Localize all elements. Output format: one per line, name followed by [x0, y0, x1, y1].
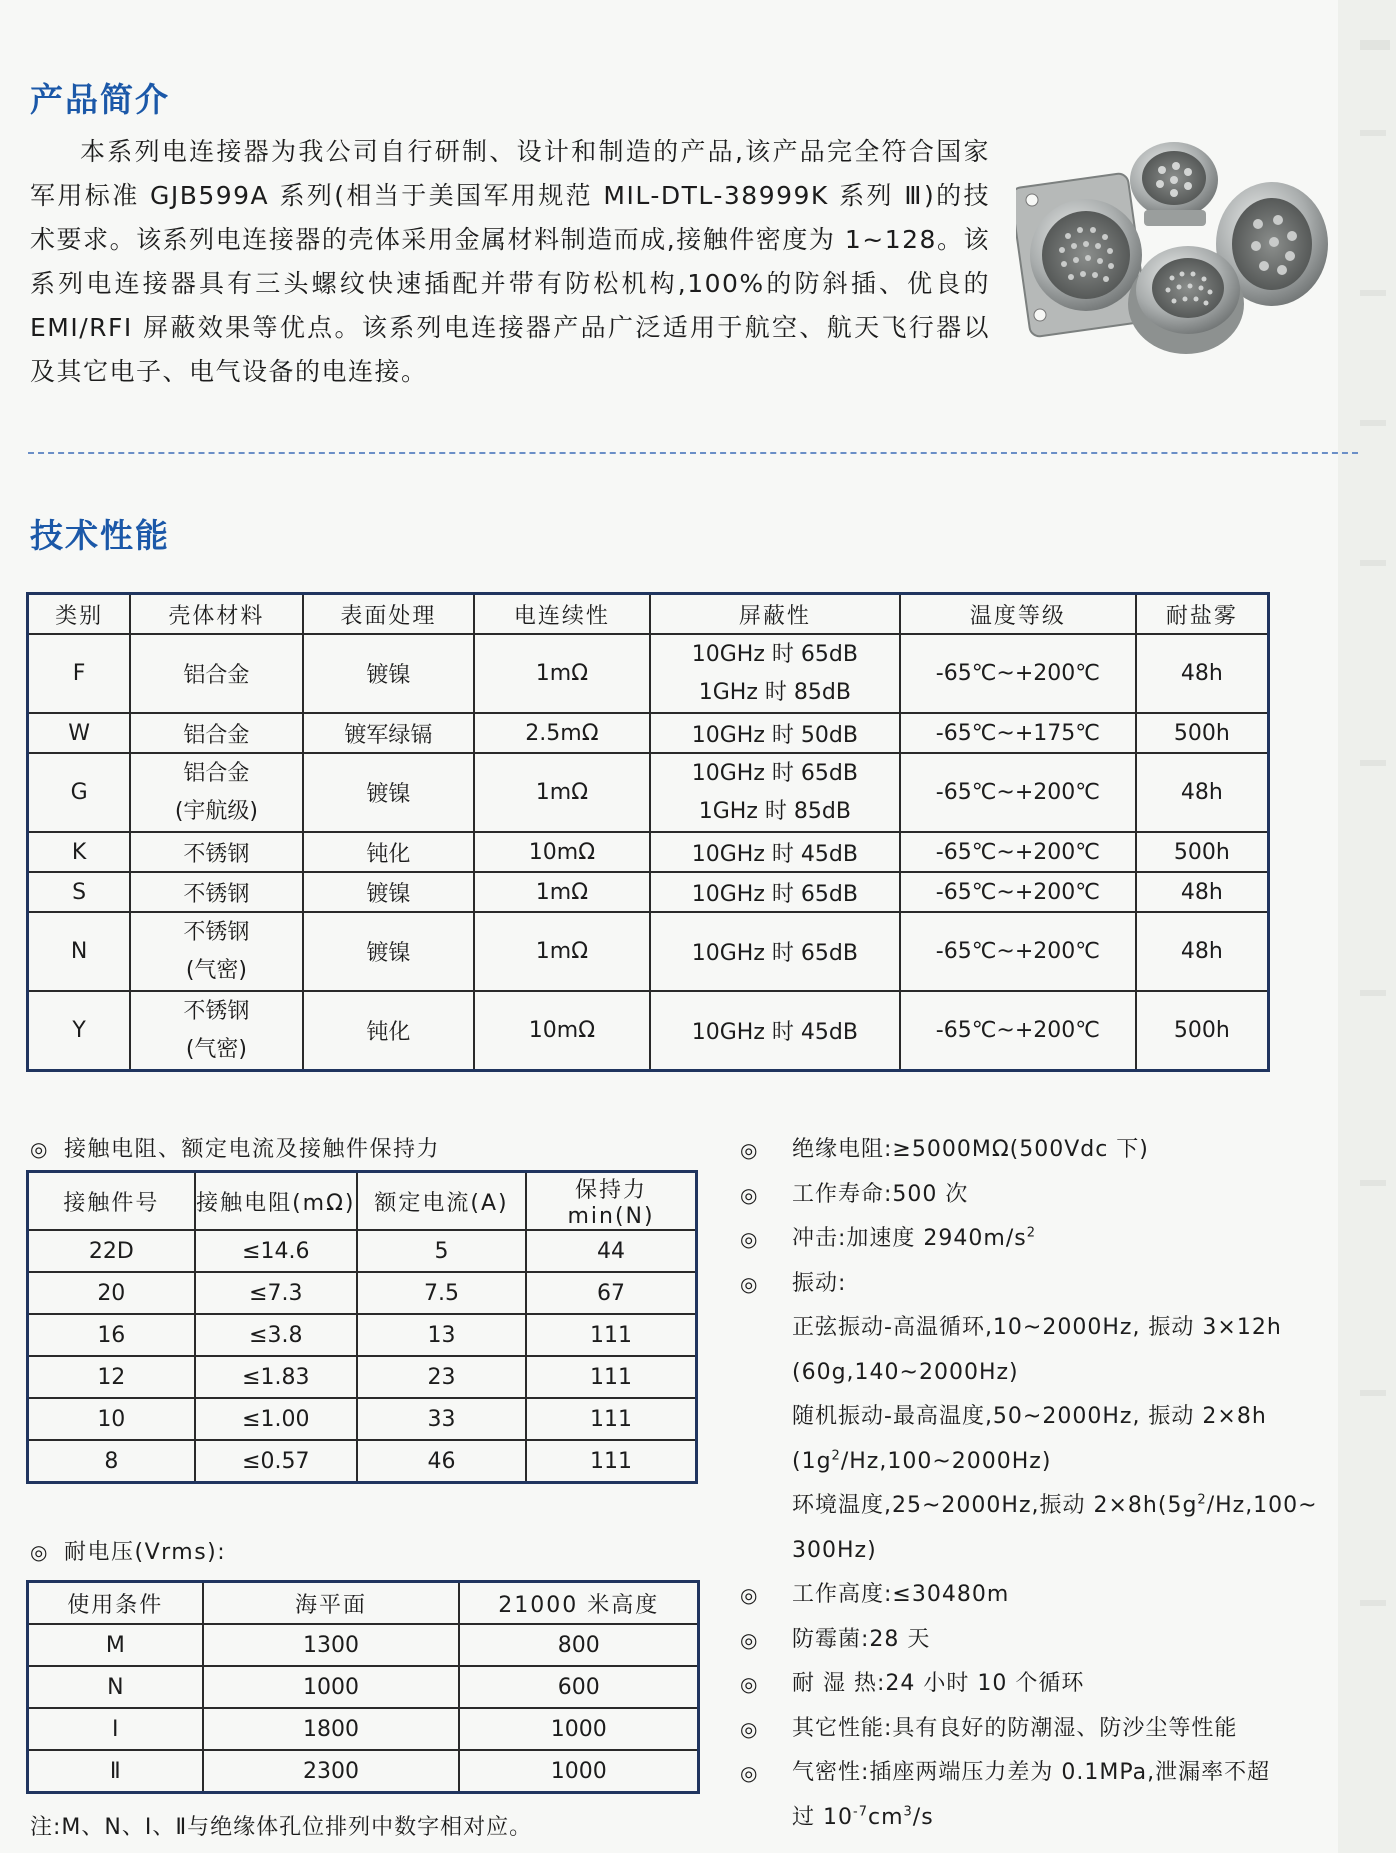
shield-line: 10GHz 时 65dB [691, 760, 858, 786]
voltage-heading [30, 1535, 226, 1566]
seal-text: cm [867, 1804, 904, 1830]
shield-line: 1GHz 时 85dB [698, 679, 851, 705]
contact-header-row [28, 1172, 697, 1231]
vibration-line: 300Hz) [792, 1537, 877, 1563]
table-row [28, 991, 1269, 1071]
material-line: (气密) [185, 957, 248, 983]
cell-class: K [28, 832, 131, 872]
material-line: 不锈钢 [183, 919, 250, 945]
prop-text: 工作高度:≤30480m [792, 1582, 1010, 1607]
cell-continuity: 1mΩ [474, 912, 650, 991]
voltage-title: 耐电压(Vrms): [64, 1540, 227, 1565]
cell-class: G [28, 753, 131, 832]
cell-continuity: 10mΩ [474, 991, 650, 1071]
page-edge-strip [1338, 0, 1396, 1853]
cell: ≤7.3 [195, 1272, 357, 1314]
prop-text: 气密性:插座两端压力差为 0.1MPa,泄漏率不超 [792, 1760, 1271, 1785]
header-salt-spray: 耐盐雾 [1136, 594, 1269, 635]
connector-photo [1016, 140, 1328, 380]
cell-shielding: 10GHz 时 50dB [650, 713, 900, 753]
table-row [28, 872, 1269, 912]
cell: 600 [459, 1666, 698, 1708]
table-row [28, 832, 1269, 872]
cell-temperature: -65℃~+175℃ [900, 713, 1136, 753]
cell: M [28, 1624, 203, 1666]
vibration-line [740, 1440, 1330, 1485]
table-row [28, 1230, 697, 1272]
contact-table [26, 1170, 698, 1484]
bullet-icon: ◎ [740, 1271, 759, 1296]
cell: 111 [526, 1440, 696, 1483]
header-finish: 表面处理 [303, 594, 474, 635]
vibration-line [792, 1484, 1330, 1529]
table-row [28, 713, 1269, 753]
voltage-table [26, 1580, 700, 1794]
cell-finish: 钝化 [303, 991, 474, 1071]
bullet-icon: ◎ [740, 1627, 759, 1652]
header-contact-size: 接触件号 [28, 1172, 195, 1231]
cell-finish: 镀镍 [303, 912, 474, 991]
header-contact-resistance: 接触电阻(mΩ) [195, 1172, 357, 1231]
table-row [28, 1440, 697, 1483]
material-line: 铝合金 [183, 760, 250, 786]
cell-temperature: -65℃~+200℃ [900, 872, 1136, 912]
seal-line [740, 1796, 1330, 1841]
cell-temperature: -65℃~+200℃ [900, 991, 1136, 1071]
bullet-icon: ◎ [740, 1182, 759, 1207]
table-row [28, 1666, 699, 1708]
cell: 1300 [203, 1624, 460, 1666]
cell: 800 [459, 1624, 698, 1666]
shield-line: 10GHz 时 65dB [691, 641, 858, 667]
cell-shielding: 10GHz 时 65dB [650, 872, 900, 912]
cell: Ⅱ [28, 1750, 203, 1793]
cell-material [130, 753, 302, 832]
vibration-line: (60g,140~2000Hz) [792, 1359, 1019, 1385]
header-class: 类别 [28, 594, 131, 635]
cell-material: 铝合金 [130, 713, 302, 753]
cell-temperature: -65℃~+200℃ [900, 912, 1136, 991]
cell-shielding: 10GHz 时 45dB [650, 991, 900, 1071]
prop-insulation [740, 1128, 1330, 1173]
intro-paragraph: 本系列电连接器为我公司自行研制、设计和制造的产品,该产品完全符合国家军用标准 GJB599A 系列(相当于美国军用规范 MIL-DTL-38999K 系列 Ⅲ)的技术要求。该系列电连接器的壳体采用金属材料制造而成,接触件密度为 1~128。该系列电连接器具有三头螺纹快速插配并带有防松机构,100%的防斜插、优良的 EMI/RFI 屏蔽效果等优点。该系列电连接器产品广泛适用于航空、航天飞行器以及其它电子、电气设备的电连接。 [30, 137, 990, 386]
prop-text: 工作寿命:500 次 [792, 1181, 969, 1207]
vibration-line: 正弦振动-高温循环,10~2000Hz, 振动 3×12h [792, 1315, 1282, 1340]
cell: ≤3.8 [195, 1314, 357, 1356]
cell: ≤1.83 [195, 1356, 357, 1398]
voltage-note: 注:M、N、Ⅰ、Ⅱ与绝缘体孔位排列中数字相对应。 [30, 1815, 533, 1840]
header-retention: 保持力 min(N) [526, 1172, 696, 1231]
bullet-icon: ◎ [30, 1137, 49, 1161]
header-material: 壳体材料 [130, 594, 302, 635]
cell-shielding: 10GHz 时 65dB [650, 912, 900, 991]
table-row [28, 1356, 697, 1398]
voltage-header-row [28, 1582, 699, 1625]
vib-text: /Hz,100~2000Hz) [840, 1448, 1052, 1474]
table-row [28, 1708, 699, 1750]
contact-title: 接触电阻、额定电流及接触件保持力 [64, 1137, 441, 1162]
cell: 5 [357, 1230, 526, 1272]
cell-salt-spray: 500h [1136, 991, 1269, 1071]
cell-salt-spray: 48h [1136, 912, 1269, 991]
header-rated-current: 额定电流(A) [357, 1172, 526, 1231]
prop-text: 防霉菌:28 天 [792, 1626, 931, 1652]
cell-continuity: 1mΩ [474, 753, 650, 832]
cell: N [28, 1666, 203, 1708]
prop-vibration [740, 1262, 1330, 1574]
vib-text: /Hz,100~ [1206, 1493, 1318, 1518]
shield-line: 1GHz 时 85dB [698, 798, 851, 824]
header-shielding: 屏蔽性 [650, 594, 900, 635]
cell: 2300 [203, 1750, 460, 1793]
tech-spec-table [26, 592, 1270, 1072]
bullet-icon: ◎ [740, 1227, 759, 1251]
seal-text: 过 10 [792, 1804, 853, 1830]
cell-continuity: 1mΩ [474, 634, 650, 713]
cell-salt-spray: 48h [1136, 753, 1269, 832]
table-row [28, 634, 1269, 713]
cell-temperature: -65℃~+200℃ [900, 832, 1136, 872]
cell: 16 [28, 1314, 195, 1356]
prop-text: 振动: [792, 1270, 847, 1296]
prop-text: 绝缘电阻:≥5000MΩ(500Vdc 下) [792, 1137, 1149, 1162]
cell-finish: 镀镍 [303, 872, 474, 912]
vib-sup: 2 [1197, 1492, 1207, 1508]
cell-continuity: 10mΩ [474, 832, 650, 872]
prop-humidity [740, 1662, 1330, 1707]
prop-life [740, 1173, 1330, 1218]
header-altitude: 21000 米高度 [459, 1582, 698, 1625]
seal-text: /s [912, 1804, 934, 1830]
section-divider [28, 452, 1358, 454]
material-line: (宇航级) [174, 798, 259, 824]
table-row [28, 753, 1269, 832]
cell-class: S [28, 872, 131, 912]
cell: Ⅰ [28, 1708, 203, 1750]
seal-sup: -7 [853, 1804, 868, 1820]
cell: 44 [526, 1230, 696, 1272]
cell: 1000 [203, 1666, 460, 1708]
cell-class: W [28, 713, 131, 753]
prop-other [740, 1707, 1330, 1752]
cell-finish: 钝化 [303, 832, 474, 872]
contact-heading [30, 1132, 440, 1163]
cell: 13 [357, 1314, 526, 1356]
cell-salt-spray: 500h [1136, 832, 1269, 872]
bullet-icon: ◎ [740, 1761, 759, 1785]
cell: 1800 [203, 1708, 460, 1750]
cell-salt-spray: 48h [1136, 634, 1269, 713]
tech-header-row [28, 594, 1269, 635]
prop-text: 冲击:加速度 2940m/s [792, 1226, 1027, 1251]
table-row [28, 1272, 697, 1314]
cell-material: 铝合金 [130, 634, 302, 713]
cell: 67 [526, 1272, 696, 1314]
cell: 8 [28, 1440, 195, 1483]
vib-text: (1g [792, 1448, 832, 1474]
intro-heading: 产品简介 [30, 80, 170, 119]
cell-material [130, 991, 302, 1071]
bullet-icon: ◎ [30, 1540, 49, 1564]
cell-material: 不锈钢 [130, 832, 302, 872]
header-continuity: 电连续性 [474, 594, 650, 635]
seal-sup: 3 [903, 1804, 913, 1820]
cell-class: N [28, 912, 131, 991]
cell-continuity: 1mΩ [474, 872, 650, 912]
cell: 111 [526, 1314, 696, 1356]
cell-shielding [650, 634, 900, 713]
header-temperature: 温度等级 [900, 594, 1136, 635]
vibration-line: 随机振动-最高温度,50~2000Hz, 振动 2×8h [792, 1404, 1267, 1429]
prop-seal [740, 1751, 1330, 1840]
material-line: (气密) [185, 1036, 248, 1062]
cell-temperature: -65℃~+200℃ [900, 634, 1136, 713]
properties-list [740, 1128, 1330, 1840]
cell: 46 [357, 1440, 526, 1483]
cell: 20 [28, 1272, 195, 1314]
prop-shock [740, 1217, 1330, 1262]
table-row [28, 1750, 699, 1793]
table-row [28, 1624, 699, 1666]
bullet-icon: ◎ [740, 1138, 759, 1162]
vib-text: 环境温度,25~2000Hz,振动 2×8h(5g [792, 1493, 1198, 1518]
cell-finish: 镀镍 [303, 634, 474, 713]
cell-shielding: 10GHz 时 45dB [650, 832, 900, 872]
cell: 1000 [459, 1708, 698, 1750]
prop-altitude [740, 1573, 1330, 1618]
cell: 33 [357, 1398, 526, 1440]
table-row [28, 1398, 697, 1440]
cell: 7.5 [357, 1272, 526, 1314]
prop-mold [740, 1618, 1330, 1663]
cell-salt-spray: 500h [1136, 713, 1269, 753]
bullet-icon: ◎ [740, 1583, 759, 1607]
cell-material [130, 912, 302, 991]
bullet-icon: ◎ [740, 1716, 759, 1741]
cell: ≤1.00 [195, 1398, 357, 1440]
cell-shielding [650, 753, 900, 832]
header-condition: 使用条件 [28, 1582, 203, 1625]
cell: ≤0.57 [195, 1440, 357, 1483]
prop-text: 其它性能:具有良好的防潮湿、防沙尘等性能 [792, 1715, 1238, 1741]
cell: ≤14.6 [195, 1230, 357, 1272]
cell: 111 [526, 1356, 696, 1398]
cell-finish: 镀军绿镉 [303, 713, 474, 753]
cell: 1000 [459, 1750, 698, 1793]
cell: 22D [28, 1230, 195, 1272]
cell: 23 [357, 1356, 526, 1398]
cell-salt-spray: 48h [1136, 872, 1269, 912]
cell: 111 [526, 1398, 696, 1440]
prop-sup: 2 [1026, 1225, 1036, 1241]
cell-temperature: -65℃~+200℃ [900, 753, 1136, 832]
prop-text: 耐 湿 热:24 小时 10 个循环 [792, 1671, 1085, 1696]
cell-class: Y [28, 991, 131, 1071]
cell-material: 不锈钢 [130, 872, 302, 912]
cell-finish: 镀镍 [303, 753, 474, 832]
cell-continuity: 2.5mΩ [474, 713, 650, 753]
table-row [28, 912, 1269, 991]
tech-heading: 技术性能 [30, 516, 170, 555]
material-line: 不锈钢 [183, 998, 250, 1024]
cell: 12 [28, 1356, 195, 1398]
cell-class: F [28, 634, 131, 713]
bullet-icon: ◎ [740, 1672, 759, 1696]
header-sea-level: 海平面 [203, 1582, 460, 1625]
vib-sup: 2 [831, 1448, 841, 1464]
table-row [28, 1314, 697, 1356]
cell: 10 [28, 1398, 195, 1440]
